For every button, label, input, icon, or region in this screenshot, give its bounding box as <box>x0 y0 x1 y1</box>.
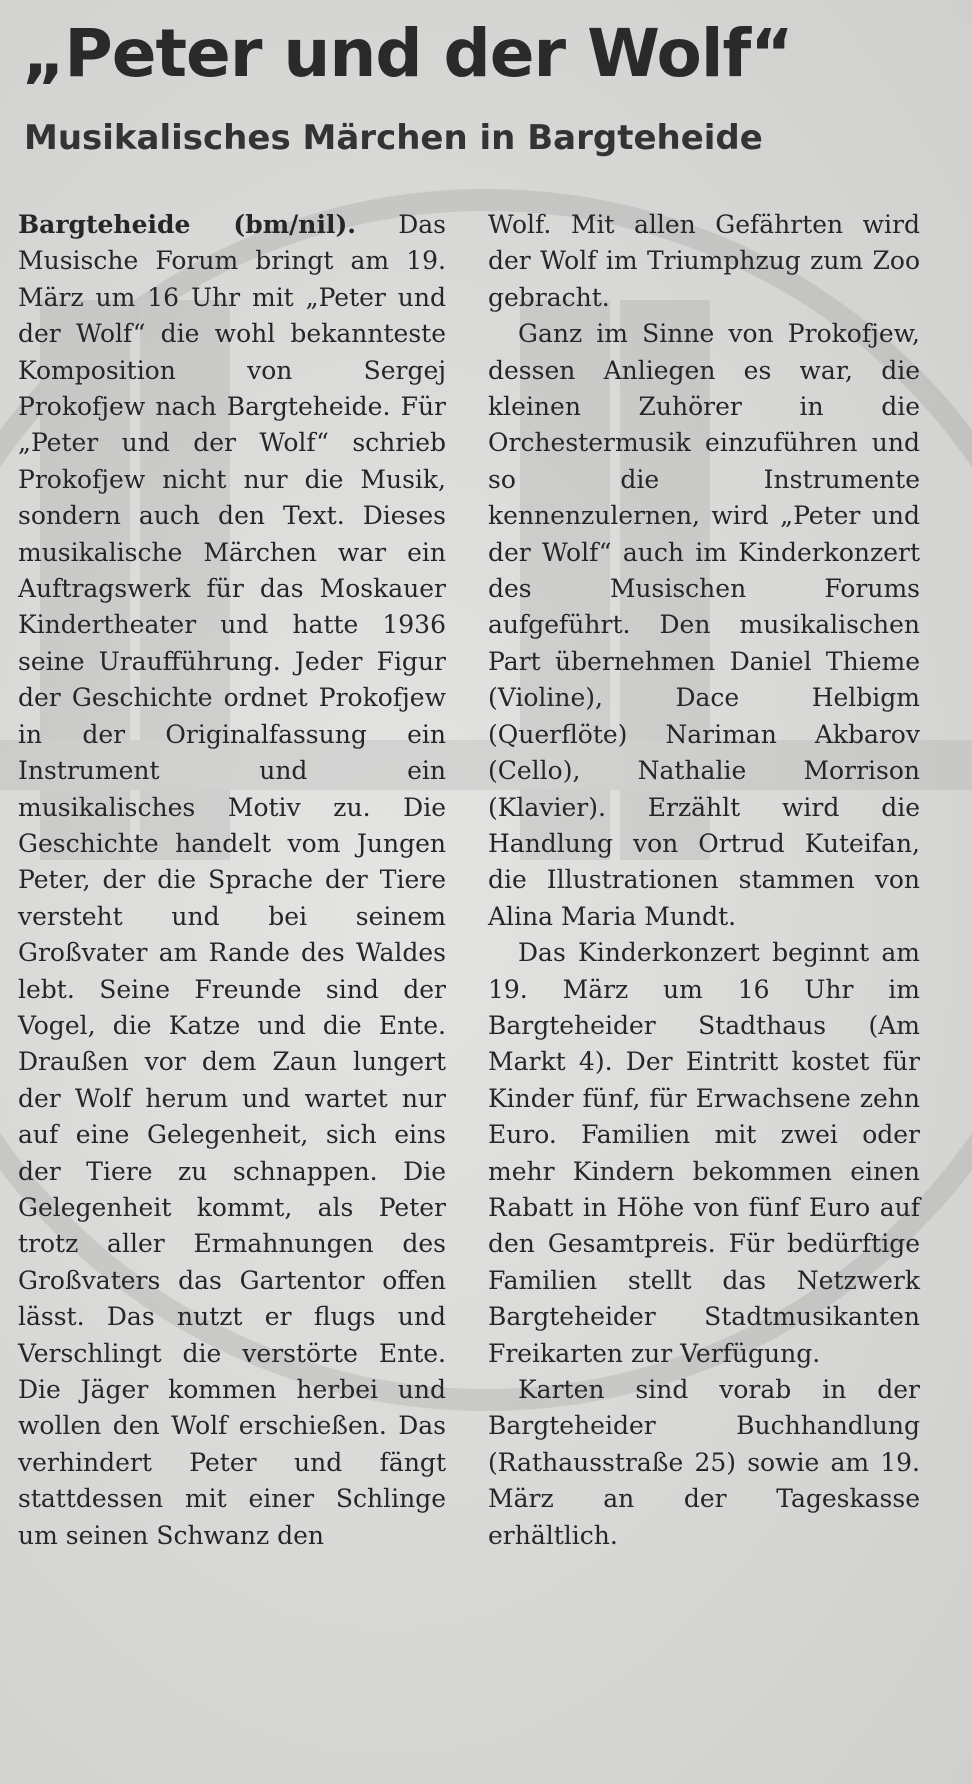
article-paragraph <box>18 207 446 1554</box>
article-paragraph: Karten sind vorab in der Bargteheider Buchhandlung (Rathausstraße 25) sowie am 19. März an der Tageskasse erhältlich. <box>488 1375 920 1550</box>
article-dateline: Bargteheide (bm/nil). <box>18 210 356 239</box>
article-column-right <box>488 207 920 1554</box>
article-paragraph: Ganz im Sinne von Prokofjew, dessen Anliegen es war, die kleinen Zuhörer in die Orchestermusik einzuführen und so die Instrumente kennenzulernen, wird „Peter und der Wolf“ auch im Kinderkonzert des Musischen Forums aufgeführt. Den musikalischen Part übernehmen Daniel Thieme (Violine), Dace Helbigm (Querflöte) Nariman Akbarov (Cello), Nathalie Morrison (Klavier). Erzählt wird die Handlung von Ortrud Kuteifan, die Illustrationen stammen von Alina Maria Mundt. <box>488 319 920 931</box>
article-column-left <box>18 207 446 1554</box>
article-paragraph: Wolf. Mit allen Gefährten wird der Wolf im Triumphzug zum Zoo gebracht. <box>488 210 920 312</box>
article-paragraph: Das Kinderkonzert beginnt am 19. März um 16 Uhr im Bargteheider Stadthaus (Am Markt 4). Der Eintritt kostet für Kinder fünf, für Erwachsene zehn Euro. Familien mit zwei oder mehr Kindern bekommen einen Rabatt in Höhe von fünf Euro auf den Gesamtpreis. Für bedürftige Familien stellt das Netzwerk Bargteheider Stadtmusikanten Freikarten zur Verfügung. <box>488 938 920 1368</box>
article-text: Das Musische Forum bringt am 19. März um 16 Uhr mit „Peter und der Wolf“ die wohl bekannteste Komposition von Sergej Prokofjew nach Bargteheide. Für „Peter und der Wolf“ schrieb Prokofjew nicht nur die Musik, sondern auch den Text. Dieses musikalische Märchen war ein Auftragswerk für das Moskauer Kindertheater und hatte 1936 seine Uraufführung. Jeder Figur der Geschichte ordnet Prokofjew in der Originalfassung ein Instrument und ein musikalisches Motiv zu. Die Geschichte handelt vom Jungen Peter, der die Sprache der Tiere versteht und bei seinem Großvater am Rande des Waldes lebt. Seine Freunde sind der Vogel, die Katze und die Ente. Draußen vor dem Zaun lungert der Wolf herum und wartet nur auf eine Gelegenheit, sich eins der Tiere zu schnappen. Die Gelegenheit kommt, als Peter trotz aller Ermahnungen des Großvaters das Gartentor offen lässt. Das nutzt er flugs und Verschlingt die verstörte Ente. Die Jäger kommen herbei und wollen den Wolf erschießen. Das verhindert Peter und fängt stattdessen mit einer Schlinge um seinen Schwanz den <box>18 210 446 1550</box>
article-headline: „Peter und der Wolf“ <box>22 15 793 92</box>
article-subheadline: Musikalisches Märchen in Bargteheide <box>24 118 763 158</box>
